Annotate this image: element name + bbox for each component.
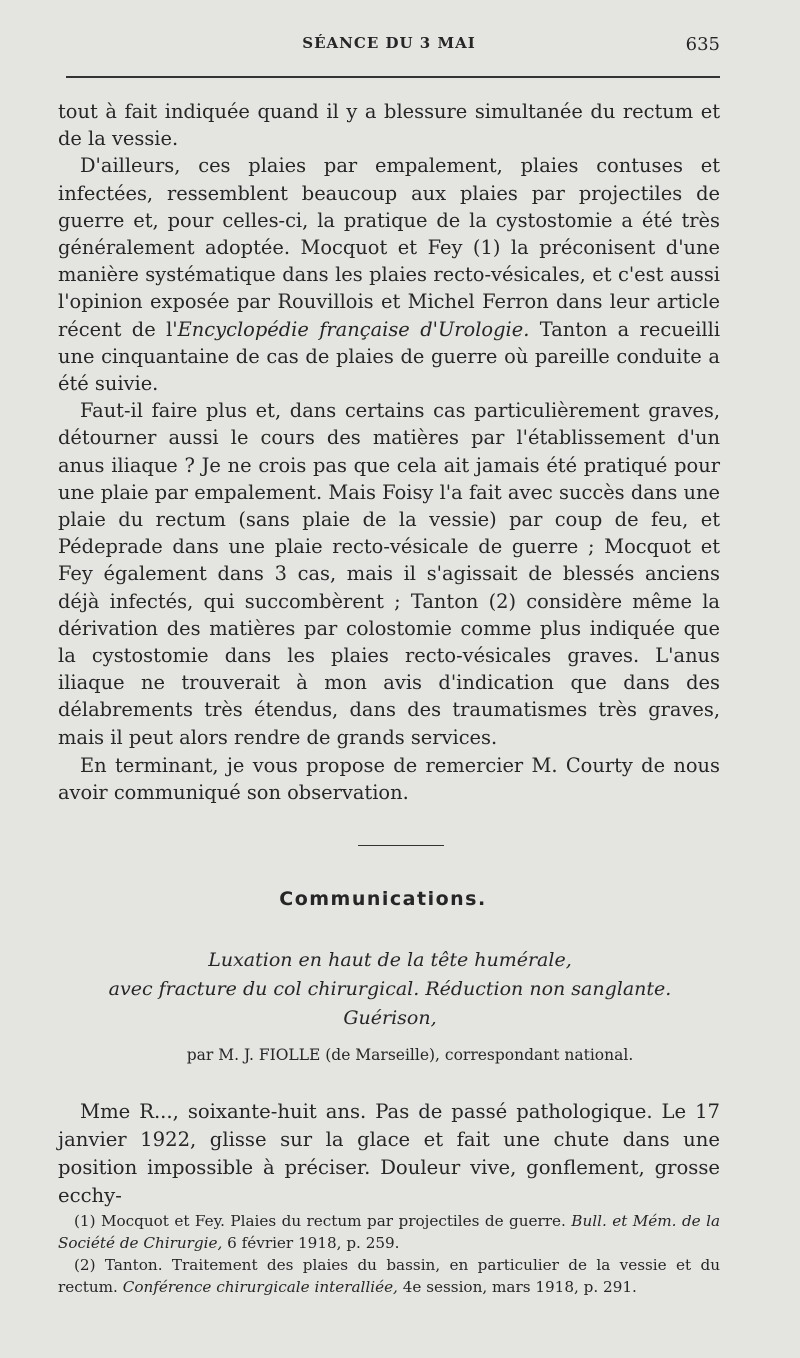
case-title: Mme: [80, 1100, 131, 1123]
footnote-1-date: 6 février 1918, p. 259.: [222, 1234, 400, 1252]
footnote-1-text: (1) Mocquot et Fey. Plaies du rectum par projectiles de guerre.: [74, 1212, 572, 1230]
section-heading: Communications.: [279, 888, 487, 910]
footnote-1: [58, 1210, 720, 1254]
journal-title-italic: Encyclopédie française d'Urologie.: [177, 317, 530, 341]
paragraph-case: [58, 1098, 720, 1210]
author-byline: par M. J. FIOLLE (de Marseille), correspondant national.: [186, 1046, 634, 1064]
running-head: SÉANCE DU 3 MAI: [302, 34, 476, 52]
body-text-conclusion: [58, 752, 720, 806]
section-divider: [358, 845, 444, 846]
page-number: 635: [685, 34, 720, 55]
page-header: [58, 34, 720, 60]
body-text: [58, 98, 720, 751]
footnote-1-journal: Bull. et Mém. de la Société de Chirurgie,: [58, 1212, 720, 1252]
footnote-2-date: 4e session, mars 1918, p. 291.: [397, 1278, 637, 1296]
footnote-2-conference: Conférence chirurgicale interalliée,: [122, 1278, 398, 1296]
title-line-1: Luxation en haut de la tête humérale,: [208, 949, 572, 971]
footnote-2: [58, 1254, 720, 1298]
paragraph-text: Tanton a recueilli une cinquantaine de cas de plaies de guerre où pareille conduite a été suivie.: [58, 317, 721, 396]
paragraph-continued: tout à fait indiquée quand il y a blessure simultanée du rectum et de la vessie.: [58, 100, 720, 151]
title-line-3: Guérison,: [343, 1007, 437, 1029]
header-rule: [66, 76, 720, 78]
title-line-2: avec fracture du col chirurgical. Réduction non sanglante.: [108, 978, 672, 1000]
paragraph-cystostomie: [58, 152, 720, 397]
paragraph-conclusion: En terminant, je vous propose de remercier M. Courty de nous avoir communiqué son observation.: [58, 754, 720, 805]
paragraph-anus-iliaque: Faut-il faire plus et, dans certains cas particulièrement graves, détourner aussi le cours des matières par l'établissement d'un anus iliaque ? Je ne crois pas que cela ait jamais été pratiqué pour une plaie par empalement. Mais Foisy l'a fait avec succès dans une plaie du rectum (sans plaie de la vessie) par coup de feu, et Pédeprade dans une plaie recto-vésicale de guerre ; Mocquot et Fey également dans 3 cas, mais il s'agissait de blessés anciens déjà infectés, qui succombèrent ; Tanton (2) considère même la dérivation des matières par colostomie comme plus indiquée que la cystostomie dans les plaies recto-vésicales graves. L'anus iliaque ne trouverait à mon avis d'indication que dans des délabrements très étendus, dans des traumatismes très graves, mais il peut alors rendre de grands services.: [58, 399, 720, 749]
case-text: R..., soixante-huit ans. Pas de passé pathologique. Le 17 janvier 1922, glisse sur la glace et fait une chute dans une position impossible à préciser. Douleur vive, gonflement, grosse ecchy-: [58, 1100, 720, 1207]
communication-title: [60, 946, 720, 1033]
paragraph-text: D'ailleurs, ces plaies par empalement, plaies contuses et infectées, ressemblent beaucoup aux plaies par projectiles de guerre et, pour celles-ci, la pratique de la cystostomie a été très généralement adoptée. Mocquot et Fey (1) la préconisent d'une manière systématique dans les plaies recto-vésicales, et c'est aussi l'opinion exposée par Rouvillois et Michel Ferron dans leur article récent de l': [58, 154, 720, 341]
footnotes: [58, 1210, 720, 1298]
case-report: [58, 1098, 720, 1210]
footnote-2-text: (2) Tanton. Traitement des plaies du bassin, en particulier de la vessie et du rectum.: [58, 1256, 720, 1296]
